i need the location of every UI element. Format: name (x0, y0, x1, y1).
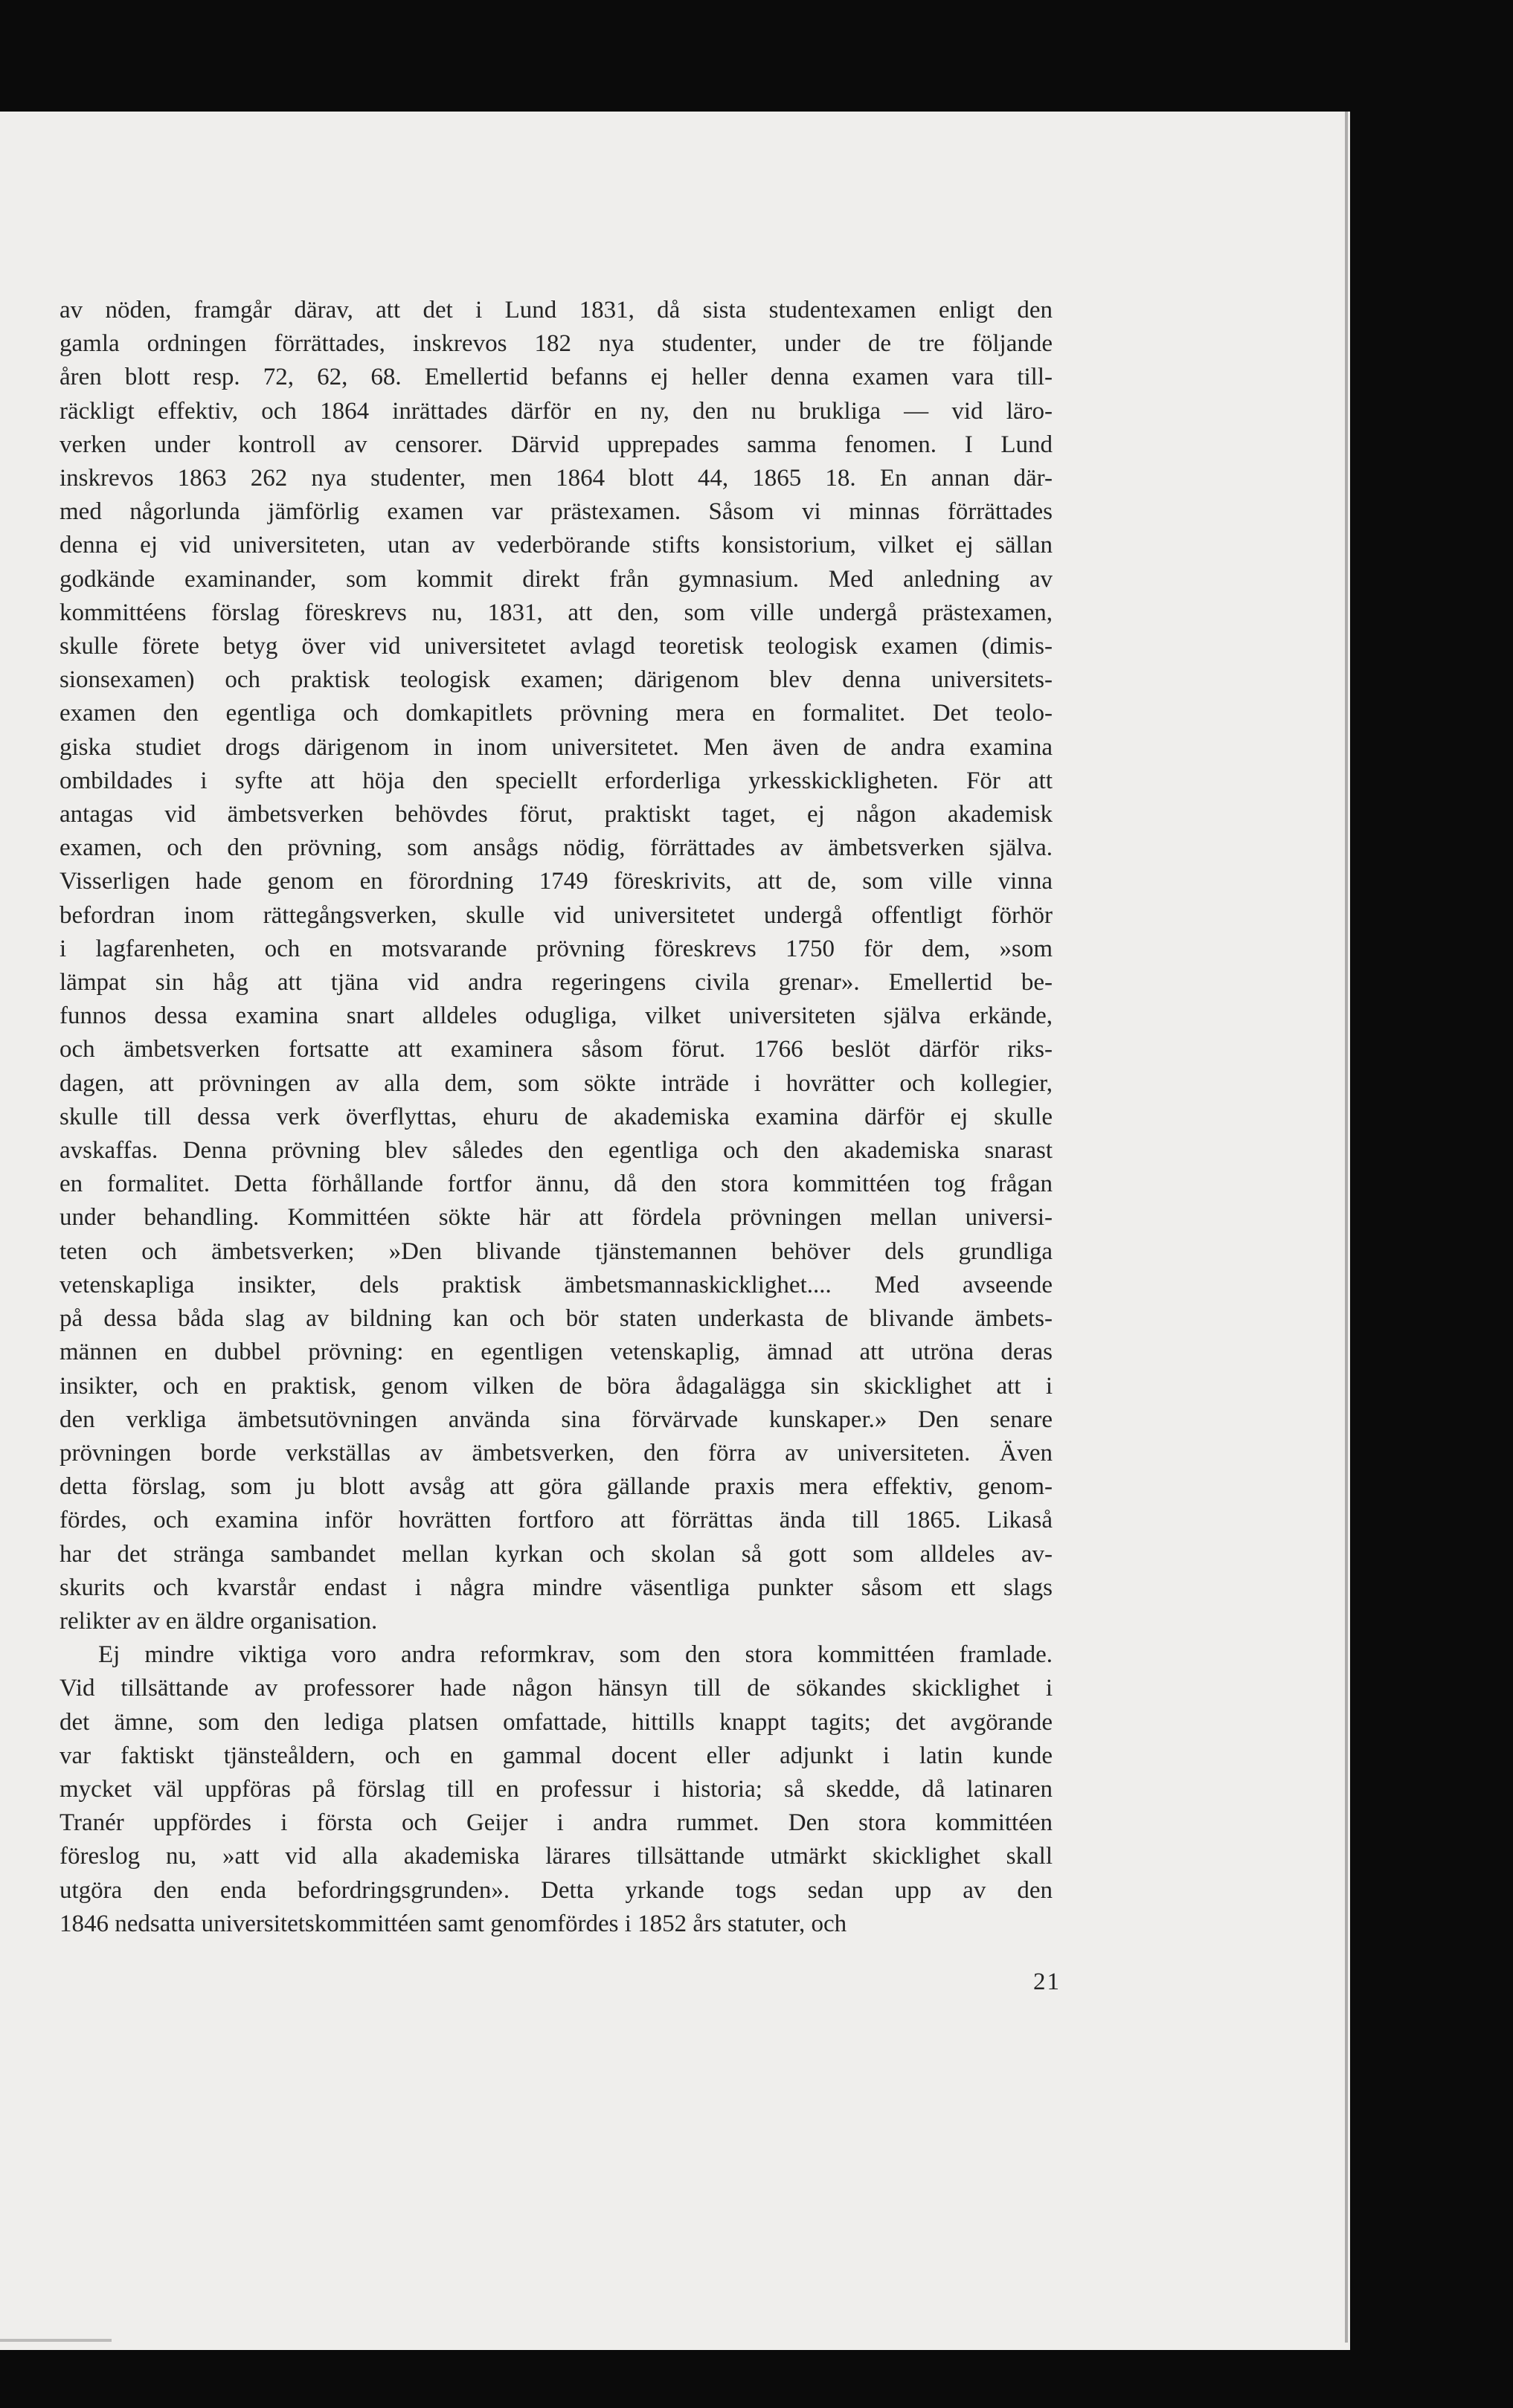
text-line: avskaffas. Denna prövning blev således den egentliga och den akademiska snarast (60, 1137, 1053, 1165)
text-line: utgöra den enda befordringsgrunden». Detta yrkande togs sedan upp av den (60, 1876, 1053, 1904)
text-line: giska studiet drogs därigenom in inom universitetet. Men även de andra examina (60, 733, 1053, 761)
text-line: av nöden, framgår därav, att det i Lund 1831, då sista studentexamen enligt den (60, 297, 1053, 323)
page-edge-shadow (1345, 112, 1348, 2343)
text-line: denna ej vid universiteten, utan av vederbörande stifts konsistorium, vilket ej sällan (60, 532, 1053, 559)
text-line: ombildades i syfte att höja den speciellt erforderliga yrkesskickligheten. För att (60, 767, 1053, 794)
text-line: mycket väl uppföras på förslag till en professur i historia; så skedde, då latinaren (60, 1775, 1053, 1803)
text-line: examen, och den prövning, som ansågs nödig, förrättades av ämbetsverken själva. (60, 834, 1053, 862)
text-line: Ej mindre viktiga voro andra reformkrav, som den stora kommittéen framlade. (98, 1641, 1053, 1669)
text-line: föreslog nu, »att vid alla akademiska lärares tillsättande utmärkt skicklighet skall (60, 1843, 1053, 1870)
text-line: på dessa båda slag av bildning kan och bör staten underkasta de blivande ämbets- (60, 1305, 1053, 1333)
text-line: lämpat sin håg att tjäna vid andra regeringens civila grenar». Emellertid be- (60, 969, 1053, 997)
text-line: funnos dessa examina snart alldeles odugliga, vilket universiteten själva erkände, (60, 1002, 1053, 1030)
text-line: teten och ämbetsverken; »Den blivande tjänstemannen behöver dels grundliga (60, 1237, 1053, 1265)
text-line: relikter av en äldre organisation. (60, 1607, 378, 1635)
text-line: var faktiskt tjänsteåldern, och en gammal docent eller adjunkt i latin kunde (60, 1742, 1053, 1769)
text-line: det ämne, som den lediga platsen omfattade, hittills knappt tagits; det avgörande (60, 1708, 1053, 1736)
text-line: åren blott resp. 72, 62, 68. Emellertid befanns ej heller denna examen vara till- (60, 364, 1053, 391)
text-line: med någorlunda jämförlig examen var prästexamen. Såsom vi minnas förrättades (60, 498, 1053, 526)
text-line: har det stränga sambandet mellan kyrkan och skolan så gott som alldeles av- (60, 1540, 1053, 1568)
text-line: gamla ordningen förrättades, inskrevos 182 nya studenter, under de tre följande (60, 330, 1053, 358)
text-line: männen en dubbel prövning: en egentligen vetenskaplig, ämnad att utröna deras (60, 1339, 1053, 1366)
text-line: kommittéens förslag föreskrevs nu, 1831, att den, som ville undergå prästexamen, (60, 599, 1053, 626)
text-line: Vid tillsättande av professorer hade någon hänsyn till de sökandes skicklighet i (60, 1675, 1053, 1702)
text-line: verken under kontroll av censorer. Därvid upprepades samma fenomen. I Lund (60, 431, 1053, 458)
text-line: räckligt effektiv, och 1864 inrättades därför en ny, den nu brukliga — vid läro- (60, 397, 1053, 425)
text-line: detta förslag, som ju blott avsåg att göra gällande praxis mera effektiv, genom- (60, 1473, 1053, 1501)
text-line: insikter, och en praktisk, genom vilken de böra ådagalägga sin skicklighet att i (60, 1372, 1053, 1400)
text-line: skurits och kvarstår endast i några mindre väsentliga punkter såsom ett slags (60, 1574, 1053, 1601)
text-line: under behandling. Kommittéen sökte här att fördela prövningen mellan universi- (60, 1204, 1053, 1232)
paragraph (60, 1638, 1053, 1941)
text-line: och ämbetsverken fortsatte att examinera såsom förut. 1766 beslöt därför riks- (60, 1036, 1053, 1063)
text-line: inskrevos 1863 262 nya studenter, men 1864 blott 44, 1865 18. En annan där- (60, 465, 1053, 492)
text-line: examen den egentliga och domkapitlets prövning mera en formalitet. Det teolo- (60, 700, 1053, 727)
text-line: Visserligen hade genom en förordning 1749 föreskrivits, att de, som ville vinna (60, 868, 1053, 895)
text-line: en formalitet. Detta förhållande fortfor ännu, då den stora kommittéen tog frågan (60, 1171, 1053, 1198)
text-line: dagen, att prövningen av alla dem, som sökte inträde i hovrätter och kollegier, (60, 1069, 1053, 1097)
scan-edge-mark (0, 2339, 112, 2342)
scanned-book-page (0, 112, 1350, 2350)
text-line: godkände examinander, som kommit direkt från gymnasium. Med anledning av (60, 565, 1053, 593)
paragraph (60, 294, 1053, 1638)
text-line: fördes, och examina inför hovrätten fortforo att förrättas ända till 1865. Likaså (60, 1507, 1053, 1534)
text-line: sionsexamen) och praktisk teologisk examen; därigenom blev denna universitets- (60, 666, 1053, 694)
text-line: prövningen borde verkställas av ämbetsverken, den förra av universiteten. Även (60, 1439, 1053, 1467)
text-line: befordran inom rättegångsverken, skulle vid universitetet undergå offentligt förhör (60, 901, 1053, 929)
text-line: i lagfarenheten, och en motsvarande prövning föreskrevs 1750 för dem, »som (60, 935, 1053, 962)
text-line: antagas vid ämbetsverken behövdes förut, praktiskt taget, ej någon akademisk (60, 801, 1053, 828)
text-line: Tranér uppfördes i första och Geijer i andra rummet. Den stora kommittéen (60, 1809, 1053, 1837)
body-text (60, 294, 1053, 1941)
text-line: skulle till dessa verk överflyttas, ehuru de akademiska examina därför ej skulle (60, 1103, 1053, 1130)
text-line: 1846 nedsatta universitetskommittéen samt genomfördes i 1852 års statuter, och (60, 1910, 847, 1937)
text-line: skulle förete betyg över vid universitetet avlagd teoretisk teologisk examen (dimis- (60, 633, 1053, 660)
text-line: vetenskapliga insikter, dels praktisk ämbetsmannaskicklighet.... Med avseende (60, 1271, 1053, 1298)
page-number: 21 (1033, 1968, 1061, 1995)
text-line: den verkliga ämbetsutövningen använda sina förvärvade kunskaper.» Den senare (60, 1406, 1053, 1433)
